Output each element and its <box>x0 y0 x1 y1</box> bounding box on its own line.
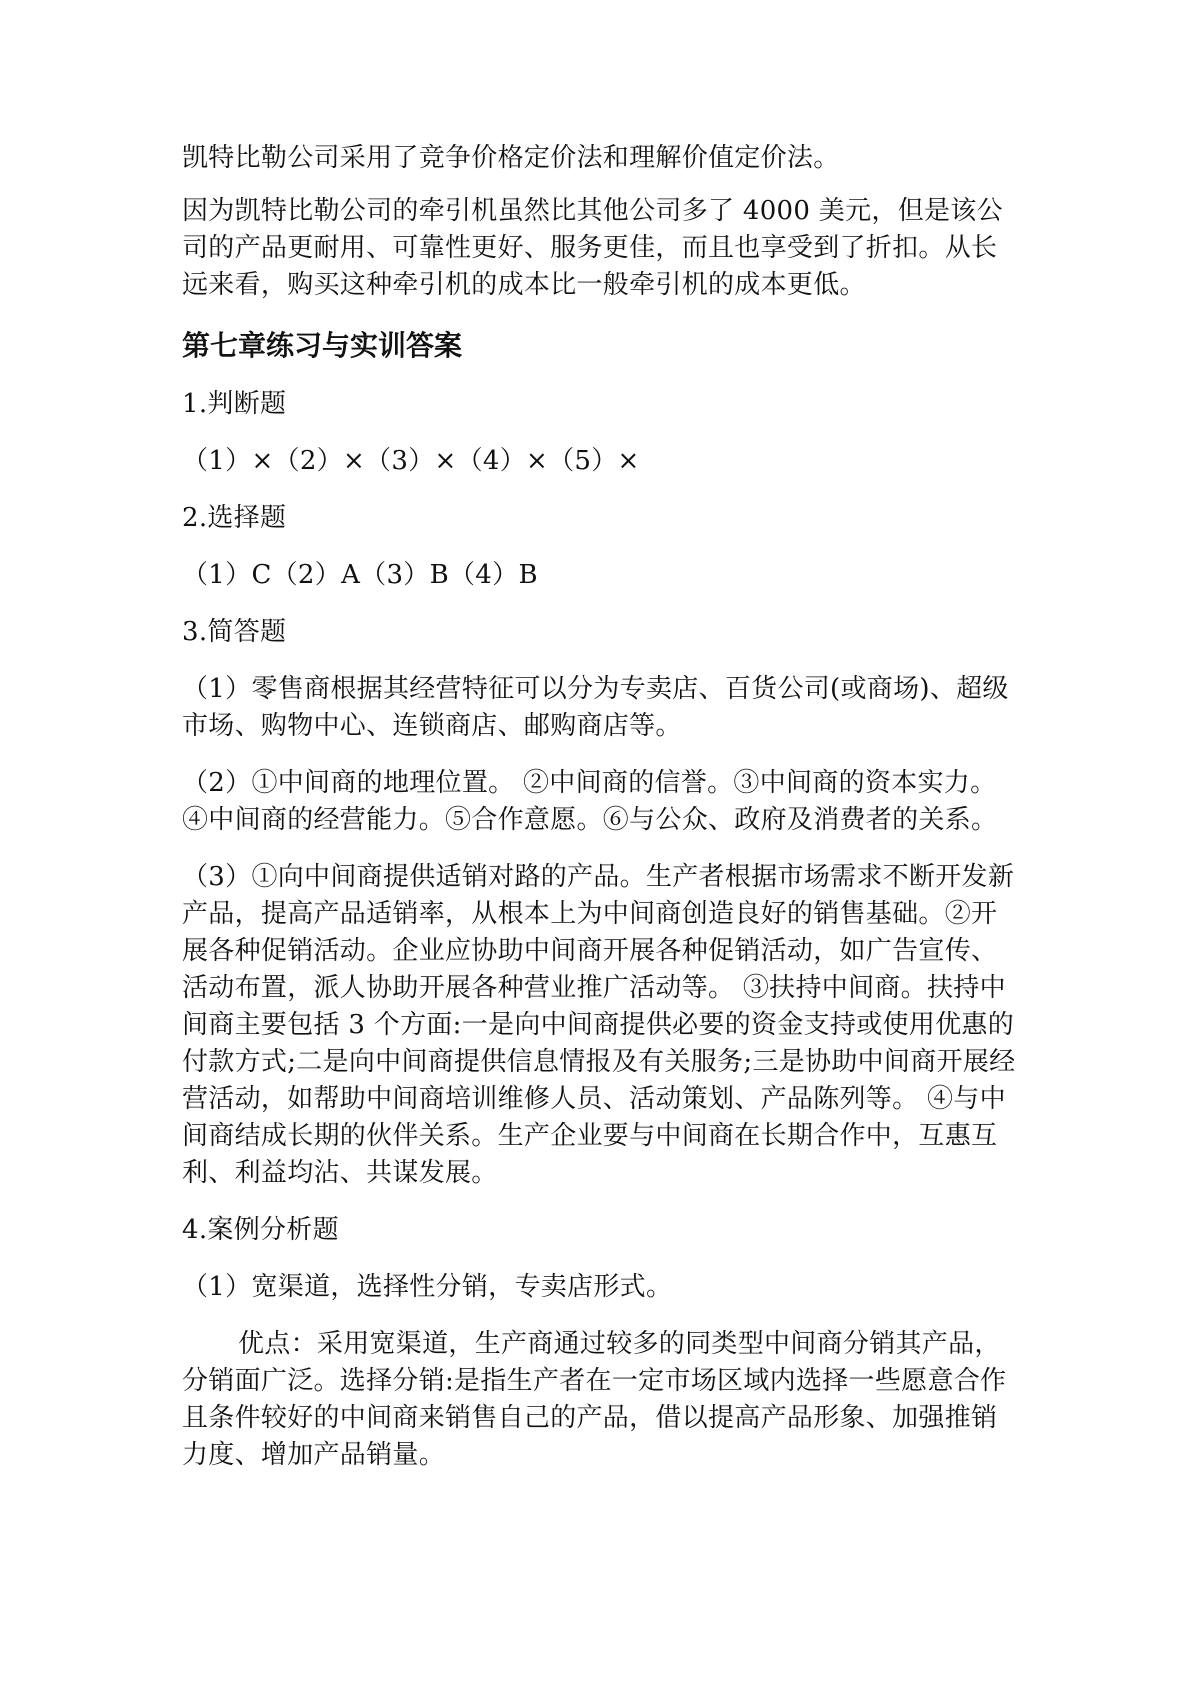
section-3-answer-3: （3）①向中间商提供适销对路的产品。生产者根据市场需求不断开发新产品，提高产品适销率，从根本上为中间商创造良好的销售基础。②开展各种促销活动。企业应协助中间商开展各种促销活动，如广告宣传、活动布置，派人协助开展各种营业推广活动等。 ③扶持中间商。扶持中间商主要包括 3 个方面:一是向中间商提供必要的资金支持或使用优惠的付款方式;二是向中间商提供信息情报及有关服务;三是协助中间商开展经营活动，如帮助中间商培训维修人员、活动策划、产品陈列等。 ④与中间商结成长期的伙伴关系。生产企业要与中间商在长期合作中，互惠互利、利益均沾、共谋发展。 <box>182 862 1016 1188</box>
section-3-heading: 3.简答题 <box>182 617 287 647</box>
section-1-answers: （1）×（2）×（3）×（4）×（5）× <box>182 446 640 476</box>
section-3-answer-1: （1）零售商根据其经营特征可以分为专卖店、百货公司(或商场)、超级市场、购物中心、连锁商店、邮购商店等。 <box>182 674 1009 741</box>
chapter-title: 第七章练习与实训答案 <box>182 329 463 362</box>
section-4-answer-1-detail: 优点：采用宽渠道，生产商通过较多的同类型中间商分销其产品，分销面广泛。选择分销:是指生产者在一定市场区域内选择一些愿意合作且条件较好的中间商来销售自己的产品，借以提高产品形象、加强推销力度、增加产品销量。 <box>182 1329 1007 1470</box>
section-4-answer-1: （1）宽渠道，选择性分销，专卖店形式。 <box>182 1272 673 1302</box>
document-page <box>182 140 1022 1474</box>
section-1-heading: 1.判断题 <box>182 389 287 419</box>
intro-paragraph-2: 因为凯特比勒公司的牵引机虽然比其他公司多了 4000 美元，但是该公司的产品更耐用、可靠性更好、服务更佳，而且也享受到了折扣。从长远来看，购买这种牵引机的成本比一般牵引机的成本更低。 <box>182 196 1003 300</box>
intro-paragraph-1: 凯特比勒公司采用了竞争价格定价法和理解价值定价法。 <box>182 143 840 173</box>
section-2-heading: 2.选择题 <box>182 503 287 533</box>
section-2-answers: （1）C（2）A（3）B（4）B <box>182 560 538 590</box>
section-4-heading: 4.案例分析题 <box>182 1215 339 1245</box>
section-3-answer-2: （2）①中间商的地理位置。 ②中间商的信誉。③中间商的资本实力。④中间商的经营能力。⑤合作意愿。⑥与公众、政府及消费者的关系。 <box>182 768 998 835</box>
